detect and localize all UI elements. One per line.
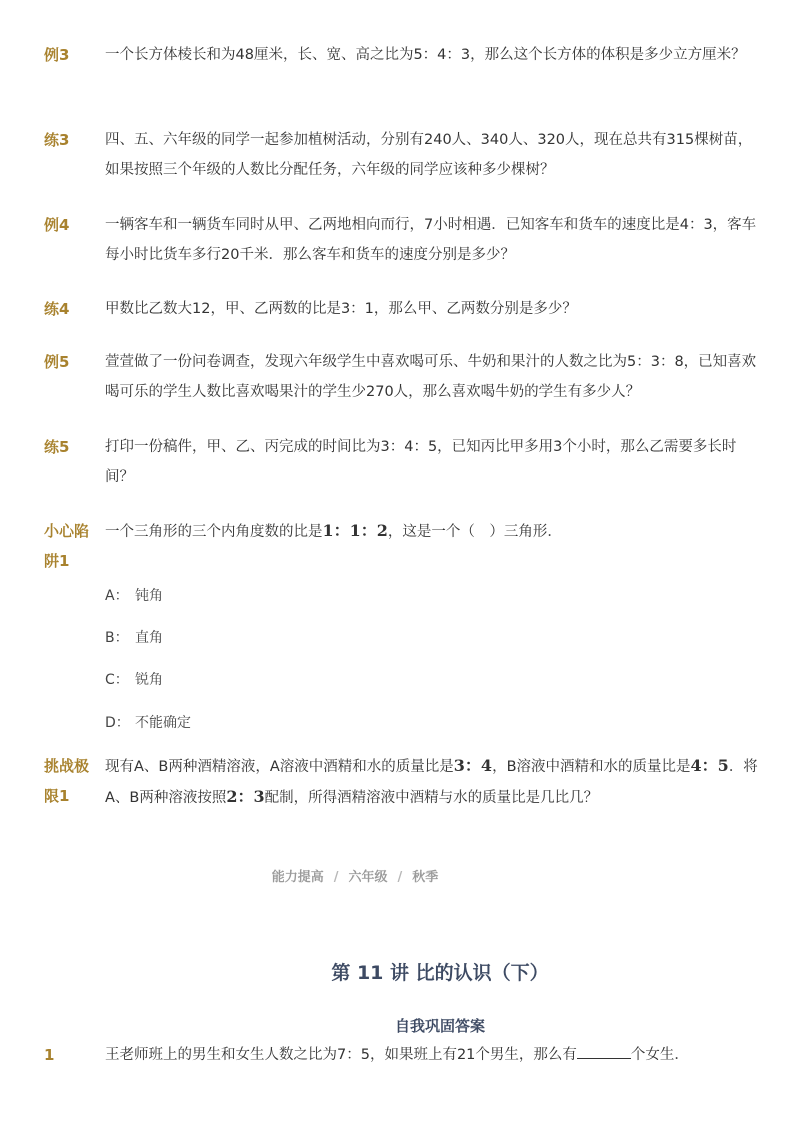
problem-text: 一辆客车和一辆货车同时从甲、乙两地相向而行，7小时相遇．已知客车和货车的速度比是4：3，客车每小时比货车多行20千米．那么客车和货车的速度分别是多少？ xyxy=(105,217,757,263)
text-before: 王老师班上的男生和女生人数之比为7：5，如果班上有21个男生，那么有 xyxy=(105,1047,577,1063)
problem-label: 练4 xyxy=(44,300,70,318)
option-key: D： xyxy=(105,715,130,731)
text-after: ，这是一个（ ）三角形． xyxy=(387,524,562,540)
text-4: 配制，所得酒精溶液中酒精与水的质量比是几比几？ xyxy=(264,790,599,806)
option-value: 钝角 xyxy=(135,588,163,604)
text-1: 现有A、B两种酒精溶液，A溶液中酒精和水的质量比是 xyxy=(105,759,454,775)
problem-example-4 xyxy=(44,210,760,270)
option-key: A： xyxy=(105,588,129,604)
problem-label: 例5 xyxy=(44,353,70,371)
option-value: 不能确定 xyxy=(135,715,191,731)
lecture-title: 第 11 讲 比的认识（下） xyxy=(331,962,549,984)
problem-label: 练5 xyxy=(44,438,70,456)
option-a[interactable] xyxy=(105,586,163,606)
trap-problem xyxy=(44,516,760,570)
problem-practice-3 xyxy=(44,125,760,185)
problem-text xyxy=(105,751,760,813)
option-key: B： xyxy=(105,630,129,646)
option-key: C： xyxy=(105,672,129,688)
problem-label: 挑战极限1 xyxy=(44,757,90,805)
footer-separator: / xyxy=(397,870,403,885)
problem-text: 萱萱做了一份问卷调查，发现六年级学生中喜欢喝可乐、牛奶和果汁的人数之比为5：3：8，已知喜欢喝可乐的学生人数比喜欢喝果汁的学生少270人，那么喜欢喝牛奶的学生有多少人？ xyxy=(105,354,757,400)
text-before: 一个三角形的三个内角度数的比是 xyxy=(105,524,323,540)
problem-practice-4 xyxy=(44,294,760,324)
option-d[interactable] xyxy=(105,713,191,733)
answer-number: 1 xyxy=(44,1046,55,1064)
ratio-1: 3：4 xyxy=(453,756,493,775)
ratio: 1：1：2 xyxy=(322,521,388,540)
problem-label: 例4 xyxy=(44,216,70,234)
answer-item-1 xyxy=(44,1040,760,1070)
problem-text: 一个长方体棱长和为48厘米，长、宽、高之比为5：4：3，那么这个长方体的体积是多少立方厘米？ xyxy=(105,47,746,63)
option-b[interactable] xyxy=(105,628,163,648)
option-value: 直角 xyxy=(135,630,163,646)
problem-text: 四、五、六年级的同学一起参加植树活动，分别有240人、340人、320人，现在总共有315棵树苗，如果按照三个年级的人数比分配任务，六年级的同学应该种多少棵树？ xyxy=(105,132,753,178)
ratio-3: 2：3 xyxy=(226,787,265,806)
footer-separator: / xyxy=(333,870,339,885)
answer-blank[interactable] xyxy=(577,1042,631,1059)
text-3: ．将A、B两种溶液按照 xyxy=(105,759,758,806)
footer-season: 秋季 xyxy=(412,870,439,885)
footer-grade: 六年级 xyxy=(348,870,388,885)
page-footer xyxy=(0,866,710,885)
problem-practice-5 xyxy=(44,432,760,492)
option-c[interactable] xyxy=(105,670,163,690)
text-after: 个女生． xyxy=(630,1047,689,1063)
text-2: ，B溶液中酒精和水的质量比是 xyxy=(492,759,691,775)
problem-label: 练3 xyxy=(44,131,70,149)
answer-text xyxy=(105,1040,760,1070)
ratio-2: 4：5 xyxy=(690,756,729,775)
problem-label: 例3 xyxy=(44,46,70,64)
problem-text: 打印一份稿件，甲、乙、丙完成的时间比为3：4：5，已知丙比甲多用3个小时，那么乙需要多长时间？ xyxy=(105,439,737,485)
section-title: 自我巩固答案 xyxy=(394,1017,485,1035)
option-value: 锐角 xyxy=(135,672,163,688)
problem-example-5 xyxy=(44,347,760,407)
problem-text: 甲数比乙数大12，甲、乙两数的比是3：1，那么甲、乙两数分别是多少？ xyxy=(105,301,577,317)
footer-course: 能力提高 xyxy=(271,870,324,885)
problem-example-3 xyxy=(44,40,760,70)
problem-text xyxy=(105,516,760,547)
challenge-problem xyxy=(44,751,760,813)
problem-label: 小心陷阱1 xyxy=(44,522,90,570)
